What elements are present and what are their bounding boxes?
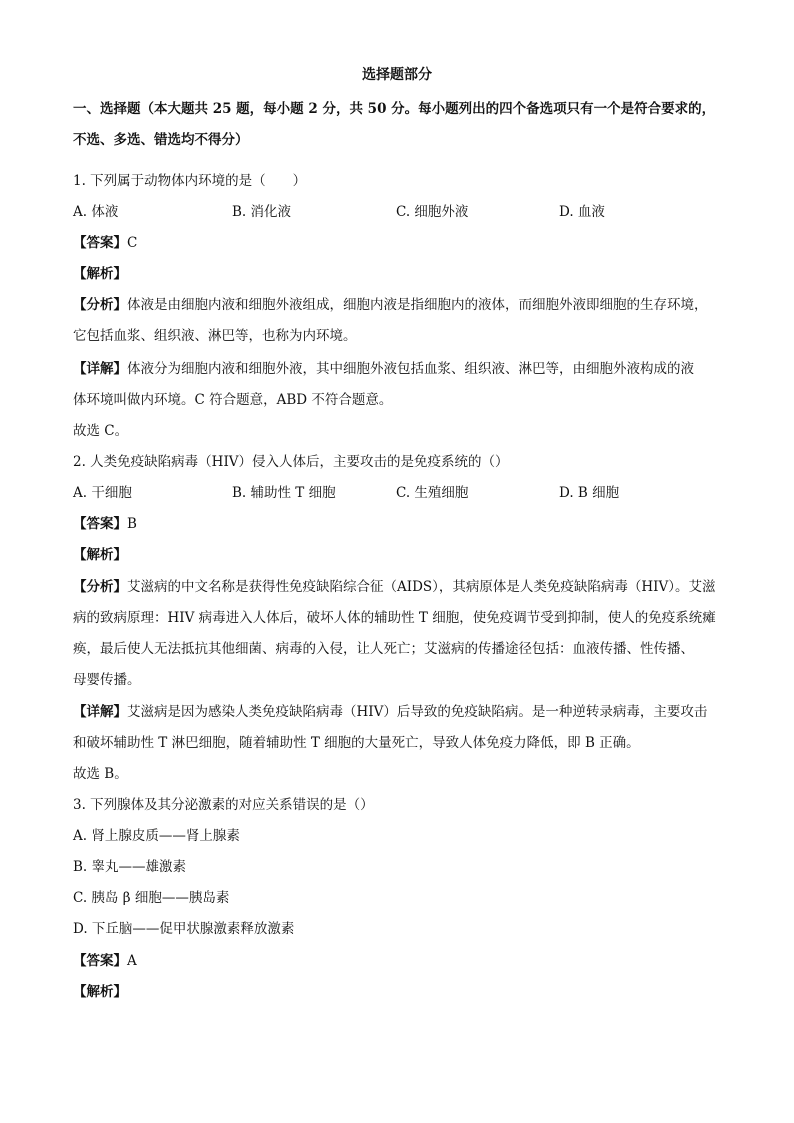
question-2-option-a: A. 干细胞 — [73, 485, 132, 501]
question-2-fenxi-line-4: 母婴传播。 — [73, 672, 141, 688]
question-3-option-c: C. 胰岛 β 细胞——胰岛素 — [73, 890, 230, 906]
question-2-conclusion: 故选 B。 — [73, 766, 128, 782]
xiangjie-text: 体液分为细胞内液和细胞外液，其中细胞外液包括血浆、组织液、淋巴等，由细胞外液构成的液 — [127, 361, 694, 377]
question-2-fenxi-line-2: 病的致病原理：HIV 病毒进入人体后，破坏人体的辅助性 T 细胞，使免疫调节受到抑制，使人的免疫系统瘫 — [73, 610, 716, 626]
question-1-xiangjie-line-1 — [73, 360, 694, 378]
question-2-xiangjie-line-2: 和破坏辅助性 T 淋巴细胞，随着辅助性 T 细胞的大量死亡，导致人体免疫力降低，即 B 正确。 — [73, 735, 640, 751]
answer-tag: 【答案】 — [73, 235, 127, 251]
fenxi-text: 体液是由细胞内液和细胞外液组成，细胞内液是指细胞内的液体，而细胞外液即细胞的生存环境， — [127, 297, 708, 313]
question-3-option-b: B. 睾丸——雄激素 — [73, 859, 187, 875]
question-1-option-a: A. 体液 — [73, 204, 119, 220]
question-2-analysis-tag: 【解析】 — [73, 547, 127, 563]
question-3-analysis-tag: 【解析】 — [73, 984, 127, 1000]
question-2-fenxi-line-1 — [73, 578, 716, 596]
answer-value: A — [127, 953, 137, 969]
question-3-stem: 3. 下列腺体及其分泌激素的对应关系错误的是（） — [73, 797, 374, 813]
question-1-conclusion: 故选 C。 — [73, 423, 129, 439]
question-2-xiangjie-line-1 — [73, 703, 707, 721]
xiangjie-tag: 【详解】 — [73, 704, 127, 720]
fenxi-tag: 【分析】 — [73, 579, 127, 595]
section-heading-line-2: 不选、多选、错选均不得分） — [73, 132, 249, 148]
question-2-option-c: C. 生殖细胞 — [396, 485, 469, 501]
section-heading-line-1: 一、选择题（本大题共 25 题，每小题 2 分，共 50 分。每小题列出的四个备选项只有一个是符合要求的， — [73, 101, 716, 117]
question-1-stem: 1. 下列属于动物体内环境的是（ ） — [73, 173, 307, 189]
question-1-analysis-tag: 【解析】 — [73, 266, 127, 282]
xiangjie-tag: 【详解】 — [73, 361, 127, 377]
answer-value: C — [127, 235, 138, 251]
question-1-xiangjie-line-2: 体环境叫做内环境。C 符合题意，ABD 不符合题意。 — [73, 392, 393, 408]
question-3-option-d: D. 下丘脑——促甲状腺激素释放激素 — [73, 921, 295, 937]
page-title: 选择题部分 — [362, 67, 432, 83]
fenxi-tag: 【分析】 — [73, 297, 127, 313]
question-3-option-a: A. 肾上腺皮质——肾上腺素 — [73, 828, 240, 844]
question-1-option-d: D. 血液 — [559, 204, 605, 220]
question-2-stem: 2. 人类免疫缺陷病毒（HIV）侵入人体后，主要攻击的是免疫系统的（） — [73, 454, 509, 470]
question-3-answer — [73, 952, 137, 970]
fenxi-text: 艾滋病的中文名称是获得性免疫缺陷综合征（AIDS），其病原体是人类免疫缺陷病毒（HIV）。艾滋 — [127, 579, 716, 595]
answer-tag: 【答案】 — [73, 953, 127, 969]
question-1-option-c: C. 细胞外液 — [396, 204, 469, 220]
question-2-option-d: D. B 细胞 — [559, 485, 620, 501]
question-1-fenxi-line-2: 它包括血浆、组织液、淋巴等，也称为内环境。 — [73, 328, 357, 344]
question-1-fenxi-line-1 — [73, 296, 708, 314]
question-2-option-b: B. 辅助性 T 细胞 — [232, 485, 336, 501]
question-1-answer — [73, 234, 137, 252]
xiangjie-text: 艾滋病是因为感染人类免疫缺陷病毒（HIV）后导致的免疫缺陷病。是一种逆转录病毒，主要攻击 — [127, 704, 708, 720]
question-2-fenxi-line-3: 痪，最后使人无法抵抗其他细菌、病毒的入侵，让人死亡；艾滋病的传播途径包括：血液传播、性传播、 — [73, 641, 694, 657]
answer-value: B — [127, 516, 137, 532]
answer-tag: 【答案】 — [73, 516, 127, 532]
question-2-answer — [73, 515, 137, 533]
question-1-option-b: B. 消化液 — [232, 204, 292, 220]
